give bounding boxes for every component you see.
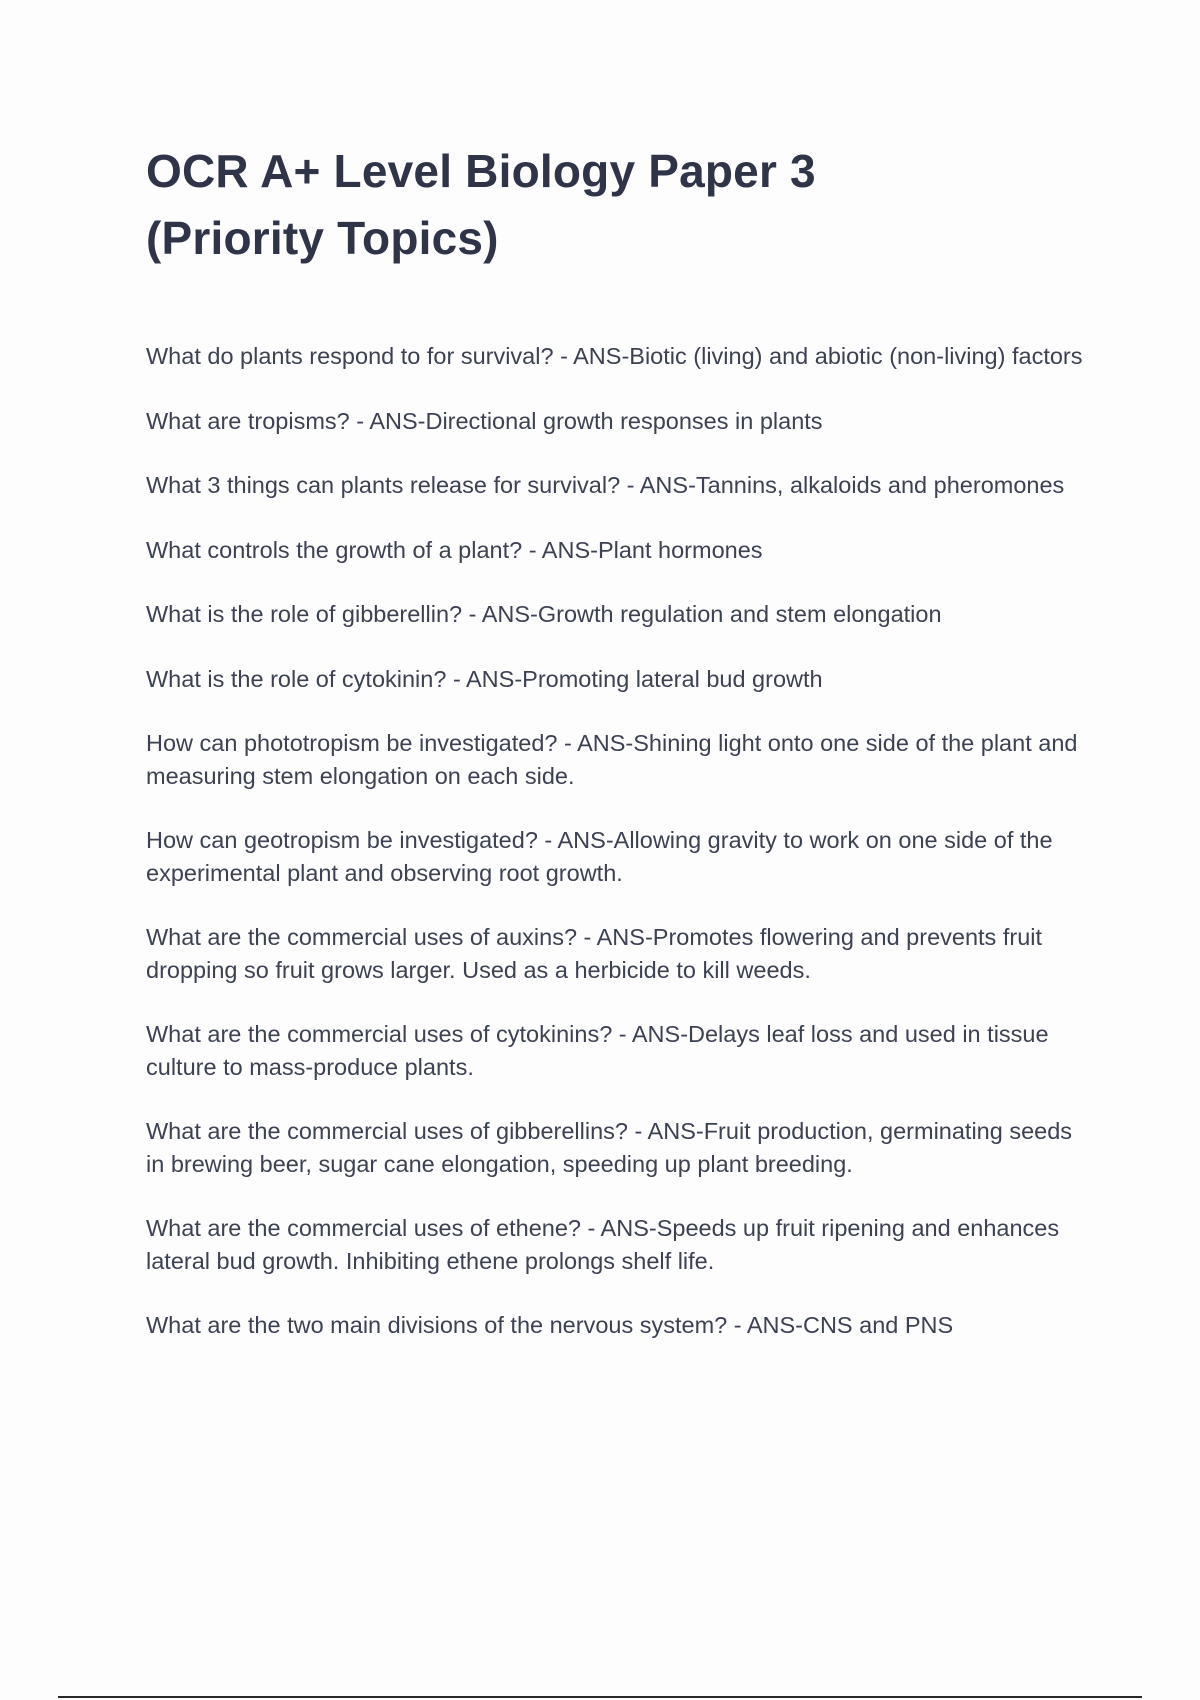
qa-item <box>146 727 1096 792</box>
answer-prefix: - ANS- <box>462 601 538 627</box>
qa-item <box>146 663 1096 696</box>
qa-item <box>146 1212 1096 1277</box>
question-text: What are the commercial uses of cytokinins? <box>146 1021 613 1047</box>
answer-prefix: - ANS- <box>557 730 634 756</box>
question-text: How can phototropism be investigated? <box>146 730 558 756</box>
qa-item <box>146 340 1096 373</box>
question-text: What are the commercial uses of gibberellins? <box>146 1118 628 1144</box>
question-text: What are the commercial uses of ethene? <box>146 1215 581 1241</box>
question-text: What are the two main divisions of the nervous system? <box>146 1312 728 1338</box>
question-text: What is the role of gibberellin? <box>146 601 463 627</box>
qa-item <box>146 405 1096 438</box>
page-title-line-1: OCR A+ Level Biology Paper 3 <box>146 145 816 197</box>
answer-text: Directional growth responses in plants <box>425 407 823 434</box>
page-bottom-rule <box>58 1696 1142 1698</box>
answer-text: Speeds up fruit ripening and enhances lateral bud growth. Inhibiting ethene prolongs shelf life. <box>146 1215 1060 1274</box>
question-text: What do plants respond to for survival? <box>146 343 554 369</box>
question-text: What controls the growth of a plant? <box>146 536 523 563</box>
page-title <box>146 138 1046 272</box>
answer-prefix: - ANS- <box>612 1021 689 1047</box>
question-text: What is the role of cytokinin? <box>146 665 447 692</box>
answer-text: Tannins, alkaloids and pheromones <box>695 472 1065 498</box>
answer-prefix: - ANS- <box>522 536 598 563</box>
answer-prefix: - ANS- <box>580 1215 657 1241</box>
qa-item <box>146 469 1096 502</box>
qa-item <box>146 1018 1096 1083</box>
answer-prefix: - ANS- <box>620 472 696 498</box>
qa-item <box>146 921 1096 986</box>
answer-prefix: - ANS- <box>553 343 630 369</box>
answer-prefix: - ANS- <box>577 924 653 950</box>
answer-prefix: - ANS- <box>349 407 426 434</box>
question-text: What 3 things can plants release for survival? <box>146 472 621 498</box>
question-text: What are tropisms? <box>146 407 350 434</box>
question-answer-list <box>146 340 1096 1374</box>
answer-text: Fruit production, germinating seeds in brewing beer, sugar cane elongation, speeding up plant breeding. <box>146 1118 1073 1177</box>
qa-item <box>146 1115 1096 1180</box>
qa-item <box>146 1309 1096 1342</box>
answer-text: Delays leaf loss and used in tissue culture to mass-produce plants. <box>146 1021 1049 1080</box>
answer-text: Biotic (living) and abiotic (non-living) factors <box>629 343 1083 369</box>
answer-text: Growth regulation and stem elongation <box>537 601 942 627</box>
answer-text: CNS and PNS <box>802 1312 954 1338</box>
answer-prefix: - ANS- <box>727 1312 803 1338</box>
page-title-line-2: (Priority Topics) <box>146 212 499 264</box>
answer-text: Allowing gravity to work on one side of the experimental plant and observing root growth. <box>146 827 1053 886</box>
answer-prefix: - ANS- <box>537 827 614 853</box>
qa-item <box>146 534 1096 567</box>
answer-text: Promoting lateral bud growth <box>522 665 823 692</box>
answer-prefix: - ANS- <box>627 1118 704 1144</box>
question-text: What are the commercial uses of auxins? <box>146 924 578 950</box>
answer-prefix: - ANS- <box>446 665 523 692</box>
answer-text: Promotes flowering and prevents fruit dropping so fruit grows larger. Used as a herbicide to kill weeds. <box>146 924 1043 983</box>
question-text: How can geotropism be investigated? <box>146 827 538 853</box>
qa-item <box>146 598 1096 631</box>
qa-item <box>146 824 1096 889</box>
answer-text: Shining light onto one side of the plant and measuring stem elongation on each side. <box>146 730 1078 789</box>
answer-text: Plant hormones <box>597 536 763 563</box>
